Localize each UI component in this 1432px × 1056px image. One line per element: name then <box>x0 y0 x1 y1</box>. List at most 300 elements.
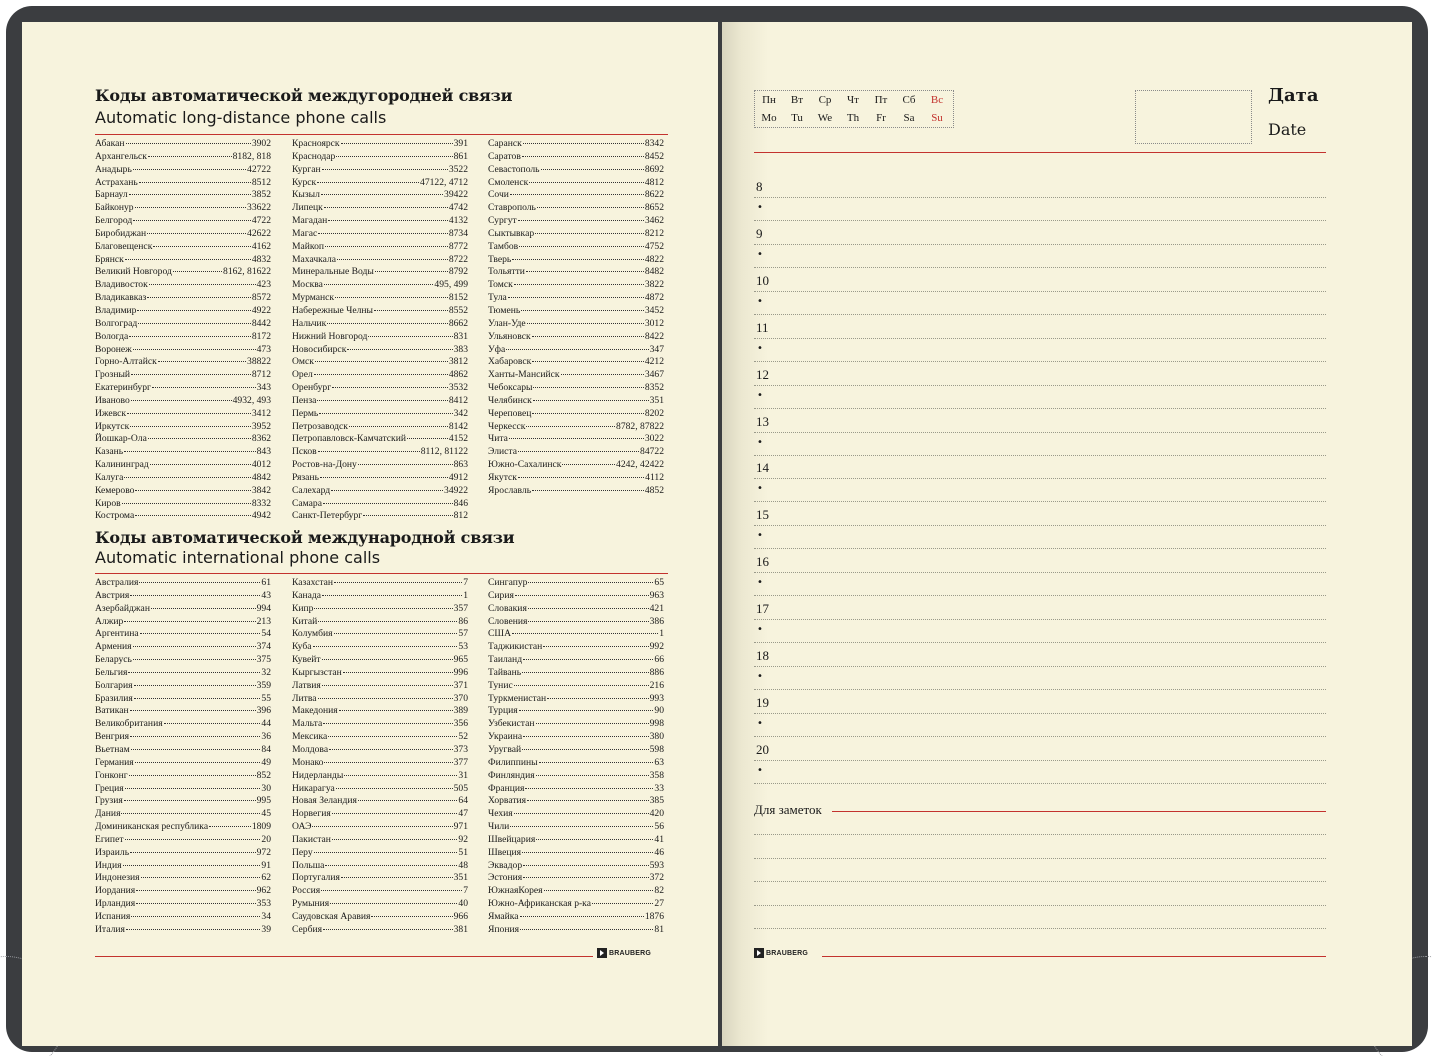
entry-name: Австралия <box>95 577 139 588</box>
brand-mark-icon <box>597 948 607 958</box>
domestic-column <box>292 138 468 523</box>
leader-dots <box>541 169 644 170</box>
leader-dots <box>126 929 260 930</box>
entry-code: 27 <box>654 898 664 910</box>
entry-name: Ставрополь <box>488 202 536 214</box>
weekday-sa[interactable]: Sa <box>903 112 915 124</box>
code-entry <box>292 924 468 937</box>
code-entry <box>488 408 664 421</box>
weekday-ср[interactable]: Ср <box>818 94 832 106</box>
code-entry <box>488 485 664 498</box>
writing-line[interactable] <box>754 666 1326 667</box>
entry-name: Кемерово <box>95 484 135 496</box>
entry-name: Финляндия <box>488 769 535 781</box>
leader-dots <box>135 490 250 491</box>
entry-code: 373 <box>453 743 468 755</box>
writing-line[interactable] <box>754 291 1326 292</box>
entry-code: 51 <box>458 846 468 858</box>
leader-dots <box>341 877 453 878</box>
entry-name: Таиланд <box>488 654 523 666</box>
writing-line[interactable] <box>754 595 1326 596</box>
entry-code: 993 <box>649 692 664 704</box>
entry-code: 42622 <box>247 227 271 239</box>
code-entry <box>488 356 664 369</box>
entry-code: 3467 <box>644 369 664 381</box>
notes-writing-line[interactable] <box>754 881 1326 882</box>
leader-dots <box>136 903 255 904</box>
entry-code: 8712 <box>251 369 271 381</box>
code-entry <box>95 331 271 344</box>
code-entry <box>292 164 468 177</box>
entry-name: Киров <box>95 497 121 509</box>
writing-line[interactable] <box>754 338 1326 339</box>
code-entry <box>95 228 271 241</box>
code-entry <box>95 202 271 215</box>
entry-code: 343 <box>256 382 271 394</box>
writing-line[interactable] <box>754 525 1326 526</box>
code-entry <box>95 898 271 911</box>
code-entry <box>292 680 468 693</box>
entry-name: Череповец <box>488 407 532 419</box>
code-entry <box>292 654 468 667</box>
entry-code: 963 <box>649 589 664 601</box>
writing-line[interactable] <box>754 548 1326 549</box>
leader-dots <box>337 259 448 260</box>
entry-name: Куба <box>292 641 312 653</box>
leader-dots <box>124 800 256 801</box>
code-entry <box>488 577 664 590</box>
entry-code: 32 <box>261 666 271 678</box>
leader-dots <box>317 400 447 401</box>
leader-dots <box>130 736 260 737</box>
code-entry <box>95 911 271 924</box>
code-entry <box>488 164 664 177</box>
leader-dots <box>522 156 644 157</box>
entry-name: Ульяновск <box>488 330 531 342</box>
writing-line[interactable] <box>754 713 1326 714</box>
code-entry <box>95 693 271 706</box>
hour-label: 13 <box>756 413 769 429</box>
entry-code: 4752 <box>644 240 664 252</box>
entry-code: 39 <box>261 923 271 935</box>
entry-code: 1 <box>463 589 468 601</box>
code-entry <box>292 292 468 305</box>
writing-line[interactable] <box>754 619 1326 620</box>
entry-name: Египет <box>95 833 124 845</box>
code-entry <box>292 705 468 718</box>
writing-line[interactable] <box>754 432 1326 433</box>
date-field[interactable] <box>1135 90 1252 144</box>
hour-label: 19 <box>756 694 769 710</box>
leader-dots <box>125 788 261 789</box>
entry-code: 4822 <box>644 253 664 265</box>
leader-dots <box>339 710 453 711</box>
writing-line[interactable] <box>754 478 1326 479</box>
entry-code: 40 <box>458 898 468 910</box>
notes-writing-line[interactable] <box>754 858 1326 859</box>
entry-name: Тюмень <box>488 304 521 316</box>
bullet-icon: • <box>757 248 763 260</box>
leader-dots <box>368 336 452 337</box>
writing-line[interactable] <box>754 455 1326 456</box>
code-entry <box>488 459 664 472</box>
leader-dots <box>521 310 644 311</box>
entry-code: 4132 <box>448 215 468 227</box>
entry-code: 81 <box>654 923 664 935</box>
entry-code: 3412 <box>251 407 271 419</box>
entry-code: 374 <box>256 641 271 653</box>
leader-dots <box>131 400 232 401</box>
leader-dots <box>510 194 644 195</box>
entry-name: Молдова <box>292 743 329 755</box>
entry-name: Кувейт <box>292 654 321 666</box>
writing-line[interactable] <box>754 501 1326 502</box>
entry-code: 52 <box>458 731 468 743</box>
leader-dots <box>318 233 448 234</box>
writing-line[interactable] <box>754 385 1326 386</box>
entry-code: 8412 <box>448 394 468 406</box>
entry-name: Армения <box>95 641 132 653</box>
entry-name: Иваново <box>95 394 130 406</box>
entry-code: 30 <box>261 782 271 794</box>
entry-code: 8332 <box>251 497 271 509</box>
writing-line[interactable] <box>754 689 1326 690</box>
code-entry <box>488 318 664 331</box>
leader-dots <box>129 775 256 776</box>
code-entry <box>95 821 271 834</box>
entry-name: Ростов-на-Дону <box>292 459 357 471</box>
code-entry <box>488 305 664 318</box>
entry-name: Ханты-Мансийск <box>488 369 560 381</box>
entry-code: 423 <box>256 279 271 291</box>
code-entry <box>292 795 468 808</box>
entry-name: Гонконг <box>95 769 128 781</box>
weekday-tu[interactable]: Tu <box>791 112 803 124</box>
writing-line[interactable] <box>754 267 1326 268</box>
writing-line[interactable] <box>754 220 1326 221</box>
entry-name: Махачкала <box>292 253 337 265</box>
weekday-чт[interactable]: Чт <box>847 94 859 106</box>
code-entry <box>488 266 664 279</box>
leader-dots <box>325 246 448 247</box>
writing-line[interactable] <box>754 314 1326 315</box>
code-entry <box>488 628 664 641</box>
entry-name: Словения <box>488 615 528 627</box>
code-entry <box>95 872 271 885</box>
entry-code: 962 <box>256 885 271 897</box>
weekday-su[interactable]: Su <box>931 112 943 124</box>
code-entry <box>95 498 271 511</box>
code-entry <box>292 821 468 834</box>
writing-line[interactable] <box>754 408 1326 409</box>
weekday-сб[interactable]: Сб <box>902 94 916 106</box>
weekday-we[interactable]: We <box>817 112 833 124</box>
leader-dots <box>527 323 644 324</box>
entry-name: Чили <box>488 821 510 833</box>
writing-line[interactable] <box>754 760 1326 761</box>
entry-code: 8142 <box>448 420 468 432</box>
leader-dots <box>123 865 261 866</box>
code-entry <box>292 421 468 434</box>
entry-name: Якутск <box>488 471 517 483</box>
leader-dots <box>536 839 653 840</box>
code-entry <box>95 834 271 847</box>
leader-dots <box>313 646 458 647</box>
entry-name: Орел <box>292 369 313 381</box>
leader-dots <box>317 182 419 183</box>
notes-writing-line[interactable] <box>754 834 1326 835</box>
code-entry <box>292 603 468 616</box>
entry-code: 371 <box>453 679 468 691</box>
writing-line[interactable] <box>754 642 1326 643</box>
entry-code: 54 <box>261 628 271 640</box>
entry-name: Япония <box>488 923 520 935</box>
code-entry <box>95 718 271 731</box>
code-entry <box>292 667 468 680</box>
code-entry <box>488 472 664 485</box>
entry-name: Архангельск <box>95 150 147 162</box>
leader-dots <box>320 477 448 478</box>
entry-name: Южно-Африканская р-ка <box>488 898 591 910</box>
leader-dots <box>363 515 452 516</box>
entry-code: 36 <box>261 731 271 743</box>
writing-line[interactable] <box>754 783 1326 784</box>
entry-code: 966 <box>453 910 468 922</box>
writing-line[interactable] <box>754 197 1326 198</box>
entry-name: Норвегия <box>292 808 331 820</box>
entry-code: 4862 <box>448 369 468 381</box>
brand-mark-icon <box>754 948 764 958</box>
entry-code: 84 <box>261 743 271 755</box>
entry-name: Португалия <box>292 872 340 884</box>
code-entry <box>95 757 271 770</box>
entry-name: Сирия <box>488 589 514 601</box>
leader-dots <box>130 595 260 596</box>
code-entry <box>292 757 468 770</box>
entry-name: Волгоград <box>95 317 138 329</box>
code-entry <box>488 641 664 654</box>
code-entry <box>488 421 664 434</box>
entry-code: 380 <box>649 731 664 743</box>
entry-code: 846 <box>453 497 468 509</box>
entry-code: 995 <box>256 795 271 807</box>
leader-dots <box>532 490 644 491</box>
code-entry <box>292 628 468 641</box>
leader-dots <box>526 271 644 272</box>
entry-code: 55 <box>261 692 271 704</box>
code-entry <box>292 860 468 873</box>
code-entry <box>488 382 664 395</box>
code-entry <box>488 705 664 718</box>
leader-dots <box>130 426 251 427</box>
code-entry <box>292 693 468 706</box>
writing-line[interactable] <box>754 572 1326 573</box>
leader-dots <box>330 903 457 904</box>
code-entry <box>95 667 271 680</box>
leader-dots <box>124 621 255 622</box>
code-entry <box>292 202 468 215</box>
weekday-пн[interactable]: Пн <box>762 94 776 106</box>
code-entry <box>488 808 664 821</box>
code-entry <box>95 266 271 279</box>
weekday-вт[interactable]: Вт <box>790 94 804 106</box>
entry-name: Узбекистан <box>488 718 535 730</box>
notes-writing-line[interactable] <box>754 905 1326 906</box>
entry-code: 31 <box>458 769 468 781</box>
leader-dots <box>319 413 452 414</box>
entry-code: 34922 <box>444 484 468 496</box>
code-entry <box>95 356 271 369</box>
international-column <box>488 577 664 937</box>
entry-code: 4832 <box>251 253 271 265</box>
domestic-column <box>488 138 664 498</box>
entry-code: 495, 499 <box>434 279 468 291</box>
entry-code: 92 <box>458 833 468 845</box>
code-entry <box>95 421 271 434</box>
leader-dots <box>324 762 452 763</box>
entry-code: 8352 <box>644 382 664 394</box>
leader-dots <box>358 800 458 801</box>
leader-dots <box>533 400 649 401</box>
entry-name: Чебоксары <box>488 382 533 394</box>
code-entry <box>488 795 664 808</box>
writing-line[interactable] <box>754 736 1326 737</box>
entry-name: Калининград <box>95 459 149 471</box>
code-entry <box>292 872 468 885</box>
entry-name: Абакан <box>95 138 125 149</box>
entry-code: 4162 <box>251 240 271 252</box>
leader-dots <box>314 852 458 853</box>
entry-code: 359 <box>256 679 271 691</box>
entry-code: 57 <box>458 628 468 640</box>
entry-name: Благовещенск <box>95 240 153 252</box>
entry-code: 1 <box>659 628 664 640</box>
entry-name: Владикавказ <box>95 292 147 304</box>
hour-label: 11 <box>756 319 769 335</box>
entry-name: Магадан <box>292 215 328 227</box>
entry-name: Сингапур <box>488 577 528 588</box>
leader-dots <box>520 929 653 930</box>
entry-code: 3952 <box>251 420 271 432</box>
leader-dots <box>537 207 644 208</box>
weekday-th[interactable]: Th <box>846 112 860 124</box>
entry-name: Нижний Новгород <box>292 330 368 342</box>
entry-name: Ватикан <box>95 705 129 717</box>
leader-dots <box>209 826 251 827</box>
entry-code: 66 <box>654 654 664 666</box>
leader-dots <box>514 813 649 814</box>
weekday-mo[interactable]: Mo <box>761 112 777 124</box>
code-entry <box>488 744 664 757</box>
leader-dots <box>129 336 251 337</box>
writing-line[interactable] <box>754 244 1326 245</box>
leader-dots <box>347 349 452 350</box>
code-entry <box>292 847 468 860</box>
leader-dots <box>135 762 261 763</box>
brand-logo-left <box>597 948 651 958</box>
entry-name: Екатеринбург <box>95 382 151 394</box>
brand-name: BRAUBERG <box>609 949 652 957</box>
entry-code: 421 <box>649 602 664 614</box>
entry-name: Грозный <box>95 369 131 381</box>
domestic-rule <box>95 134 668 135</box>
entry-name: Греция <box>95 782 124 794</box>
entry-code: 473 <box>256 343 271 355</box>
entry-code: 8162, 81622 <box>223 266 271 278</box>
entry-code: 386 <box>649 615 664 627</box>
code-entry <box>95 177 271 190</box>
entry-code: 994 <box>256 602 271 614</box>
entry-name: Израиль <box>95 846 130 858</box>
code-entry <box>95 215 271 228</box>
entry-name: Петропавловск-Камчатский <box>292 433 406 445</box>
code-entry <box>95 292 271 305</box>
code-entry <box>488 189 664 202</box>
writing-line[interactable] <box>754 361 1326 362</box>
leader-dots <box>127 413 251 414</box>
code-entry <box>292 395 468 408</box>
entry-code: 389 <box>453 705 468 717</box>
entry-code: 420 <box>649 808 664 820</box>
entry-name: Рязань <box>292 471 319 483</box>
entry-name: Турция <box>488 705 518 717</box>
entry-name: Байконур <box>95 202 134 214</box>
entry-code: 381 <box>453 923 468 935</box>
leader-dots <box>131 749 261 750</box>
entry-name: Мальта <box>292 718 323 730</box>
leader-dots <box>125 839 261 840</box>
entry-name: Саратов <box>488 150 521 162</box>
code-entry <box>95 808 271 821</box>
bullet-icon: • <box>757 202 763 213</box>
leader-dots <box>332 387 448 388</box>
leader-dots <box>561 374 644 375</box>
entry-name: Сочи <box>488 189 509 201</box>
entry-name: Элиста <box>488 446 517 458</box>
code-entry <box>488 395 664 408</box>
leader-dots <box>539 762 654 763</box>
entry-name: Россия <box>292 885 321 897</box>
leader-dots <box>324 284 434 285</box>
weekday-пт[interactable]: Пт <box>874 94 888 106</box>
entry-code: 63 <box>654 756 664 768</box>
leader-dots <box>325 865 457 866</box>
entry-name: Франция <box>488 782 525 794</box>
leader-dots <box>332 813 458 814</box>
leader-dots <box>344 775 457 776</box>
code-entry <box>292 331 468 344</box>
entry-code: 4932, 493 <box>232 394 271 406</box>
code-entry <box>292 446 468 459</box>
entry-code: 351 <box>649 394 664 406</box>
left-page <box>22 22 718 1046</box>
weekday-вс[interactable]: Вс <box>930 94 944 106</box>
entry-name: Анадырь <box>95 163 132 175</box>
leader-dots <box>528 621 648 622</box>
leader-dots <box>150 464 251 465</box>
leader-dots <box>374 310 448 311</box>
entry-name: Великий Новгород <box>95 266 172 278</box>
code-entry <box>488 783 664 796</box>
entry-name: Ижевск <box>95 407 127 419</box>
leader-dots <box>122 503 251 504</box>
entry-name: Швеция <box>488 846 522 858</box>
notes-writing-line[interactable] <box>754 928 1326 929</box>
entry-name: Брянск <box>95 253 124 265</box>
entry-name: Краснодар <box>292 150 336 162</box>
weekday-fr[interactable]: Fr <box>876 112 886 124</box>
code-entry <box>488 279 664 292</box>
